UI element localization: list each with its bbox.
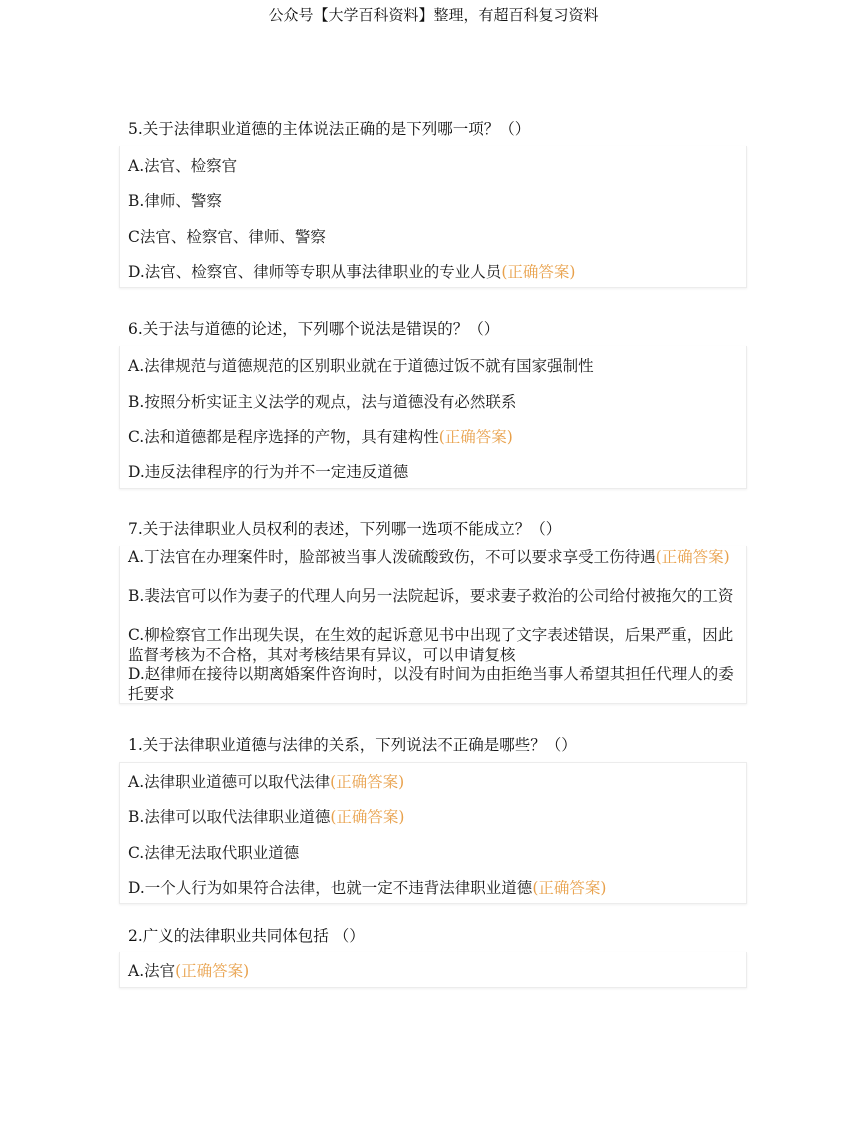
question-7-option-c[interactable] xyxy=(128,625,734,665)
question-1-option-a[interactable] xyxy=(128,770,736,792)
correct-answer-mark: (正确答案) xyxy=(501,263,576,281)
question-1-option-b[interactable] xyxy=(128,805,736,827)
correct-answer-mark: (正确答案) xyxy=(330,808,405,826)
option-text: D.赵律师在接待以期离婚案件咨询时，以没有时间为由拒绝当事人希望其担任代理人的委托要求 xyxy=(128,665,734,703)
question-6-option-c[interactable] xyxy=(128,425,736,447)
question-5-title: 5.关于法律职业道德的主体说法正确的是下列哪一项？（） xyxy=(128,120,531,138)
correct-answer-mark: (正确答案) xyxy=(655,548,730,566)
question-7-option-a[interactable] xyxy=(128,547,734,567)
question-2-option-a[interactable] xyxy=(128,959,736,981)
option-text: B.裴法官可以作为妻子的代理人向另一法院起诉，要求妻子救治的公司给付被拖欠的工资 xyxy=(128,587,734,605)
option-text: A.丁法官在办理案件时，脸部被当事人泼硫酸致伤，不可以要求享受工伤待遇 xyxy=(128,548,656,566)
option-text: C法官、检察官、律师、警察 xyxy=(128,228,326,246)
question-1-title: 1.关于法律职业道德与法律的关系，下列说法不正确是哪些？（） xyxy=(128,736,577,754)
option-text: D.违反法律程序的行为并不一定违反道德 xyxy=(128,463,409,481)
option-text: C.柳检察官工作出现失误，在生效的起诉意见书中出现了文字表述错误，后果严重，因此监督考核为不合格，其对考核结果有异议，可以申请复核 xyxy=(128,626,734,664)
option-text: B.按照分析实证主义法学的观点，法与道德没有必然联系 xyxy=(128,393,517,411)
question-1-option-d[interactable] xyxy=(128,876,736,898)
option-text: A.法官、检察官 xyxy=(128,157,238,175)
option-text: A.法官 xyxy=(128,962,176,980)
question-6-option-d[interactable] xyxy=(128,460,736,482)
question-2-title: 2.广义的法律职业共同体包括 （） xyxy=(128,927,365,945)
question-6-title: 6.关于法与道德的论述，下列哪个说法是错误的？（） xyxy=(128,320,500,338)
question-5-option-c[interactable] xyxy=(128,225,736,247)
question-5-option-a[interactable] xyxy=(128,154,736,176)
option-text: C.法律无法取代职业道德 xyxy=(128,844,300,862)
question-1-options xyxy=(119,762,747,904)
question-6-option-b[interactable] xyxy=(128,390,736,412)
question-5-option-d[interactable] xyxy=(128,260,736,282)
question-7-options xyxy=(119,546,747,704)
option-text: B.法律可以取代法律职业道德 xyxy=(128,808,331,826)
question-7-option-d[interactable] xyxy=(128,664,734,704)
correct-answer-mark: (正确答案) xyxy=(532,879,607,897)
question-7-title: 7.关于法律职业人员权利的表述，下列哪一选项不能成立？（） xyxy=(128,520,562,538)
question-5-option-b[interactable] xyxy=(128,189,736,211)
question-6-options xyxy=(119,346,747,489)
correct-answer-mark: (正确答案) xyxy=(330,773,405,791)
correct-answer-mark: (正确答案) xyxy=(438,428,513,446)
option-text: D.法官、检察官、律师等专职从事法律职业的专业人员 xyxy=(128,263,502,281)
page-header: 公众号【大学百科资料】整理，有超百科复习资料 xyxy=(268,6,599,24)
question-7-option-b[interactable] xyxy=(128,586,734,606)
option-text: C.法和道德都是程序选择的产物，具有建构性 xyxy=(128,428,439,446)
question-5-options xyxy=(119,146,747,288)
question-2-options xyxy=(119,952,747,988)
option-text: B.律师、警察 xyxy=(128,192,222,210)
question-1-option-c[interactable] xyxy=(128,841,736,863)
correct-answer-mark: (正确答案) xyxy=(175,962,250,980)
question-6-option-a[interactable] xyxy=(128,354,736,376)
option-text: A.法律职业道德可以取代法律 xyxy=(128,773,331,791)
option-text: A.法律规范与道德规范的区别职业就在于道德过饭不就有国家强制性 xyxy=(128,357,594,375)
option-text: D.一个人行为如果符合法律，也就一定不违背法律职业道德 xyxy=(128,879,533,897)
